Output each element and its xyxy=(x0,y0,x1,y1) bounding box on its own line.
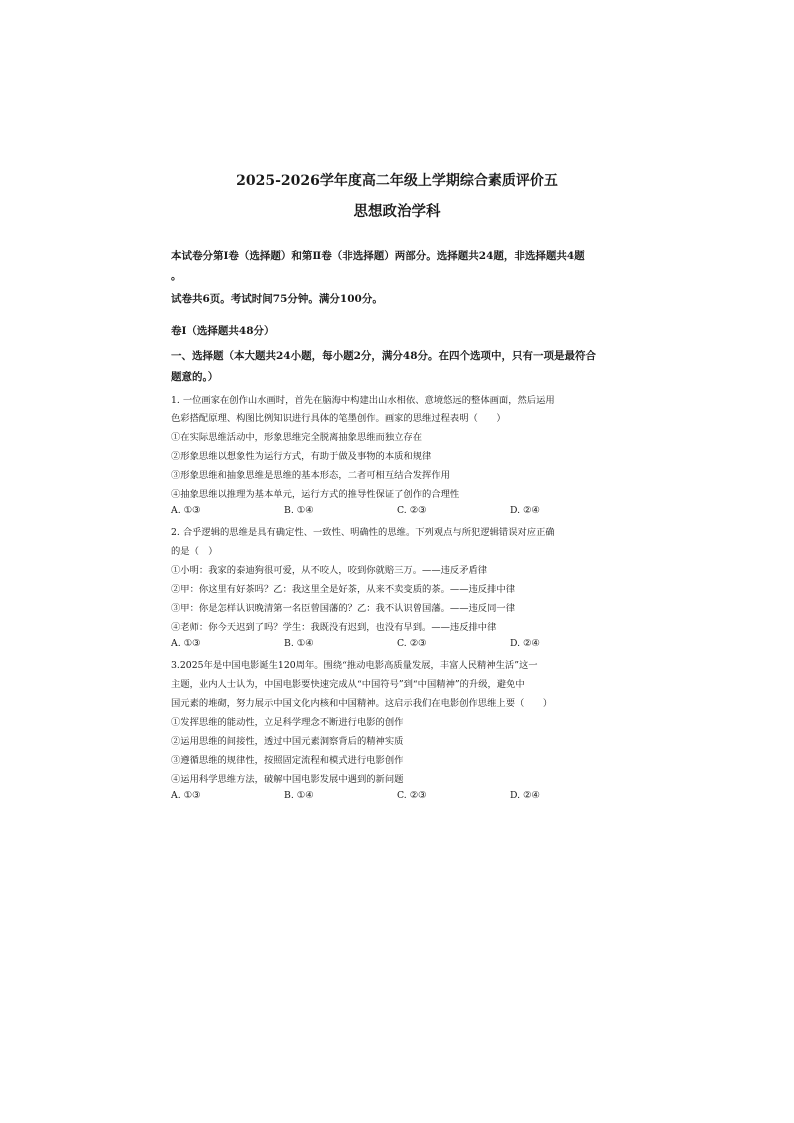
q2-option-c[interactable]: C. ②③ xyxy=(397,638,427,649)
subject-title: 思想政治学科 xyxy=(353,203,441,220)
intro-line-1-tail: 。 xyxy=(171,270,182,282)
q2-option-a[interactable]: A. ①③ xyxy=(171,638,201,649)
q3-statement-3: ③遵循思维的规律性，按照固定流程和模式进行电影创作 xyxy=(171,755,404,766)
q2-option-b[interactable]: B. ①④ xyxy=(284,638,314,649)
q3-option-a[interactable]: A. ①③ xyxy=(171,790,201,801)
q1-statement-1: ①在实际思维活动中，形象思维完全脱离抽象思维而独立存在 xyxy=(171,432,423,443)
q1-option-c[interactable]: C. ②③ xyxy=(397,505,427,516)
q2-stem-line-2: 的是（ ） xyxy=(171,546,218,557)
q3-option-c[interactable]: C. ②③ xyxy=(397,790,427,801)
q3-stem-line-1: 3.2025年是中国电影诞生120周年。围绕“推动电影高质量发展，丰富人民精神生活”这一 xyxy=(171,660,538,671)
q3-statement-1: ①发挥思维的能动性，立足科学理念不断进行电影的创作 xyxy=(171,717,404,728)
q3-stem-line-2: 主题，业内人士认为，中国电影要快速完成从“中国符号”到“中国精神”的升级，避免中 xyxy=(171,679,525,690)
q3-statement-2: ②运用思维的间接性，透过中国元素洞察背后的精神实质 xyxy=(171,736,404,747)
section-heading-line-1: 一、选择题（本大题共24小题，每小题2分，满分48分。在四个选项中，只有一项是最符合 xyxy=(171,350,597,362)
q1-stem-line-1: 1. 一位画家在创作山水画时，首先在脑海中构建出山水相依、意境悠远的整体画面，然后运用 xyxy=(171,395,555,406)
q1-statement-4: ④抽象思维以推理为基本单元，运行方式的推导性保证了创作的合理性 xyxy=(171,489,460,500)
q1-option-b[interactable]: B. ①④ xyxy=(284,505,314,516)
q3-option-b[interactable]: B. ①④ xyxy=(284,790,314,801)
q2-statement-4: ④老师：你今天迟到了吗？学生：我既没有迟到，也没有早到。——违反排中律 xyxy=(171,622,497,633)
q1-statement-2: ②形象思维以想象性为运行方式，有助于做及事物的本质和规律 xyxy=(171,451,432,462)
q1-statement-3: ③形象思维和抽象思维是思维的基本形态，二者可相互结合发挥作用 xyxy=(171,470,450,481)
volume-heading: 卷Ⅰ（选择题共48分） xyxy=(171,325,275,337)
q2-statement-2: ②甲：你这里有好茶吗？乙：我这里全是好茶，从来不卖变质的茶。——违反排中律 xyxy=(171,584,515,595)
q2-statement-3: ③甲：你是怎样认识晚清第一名臣曾国藩的？乙：我不认识曾国藩。——违反同一律 xyxy=(171,603,515,614)
q3-option-d[interactable]: D. ②④ xyxy=(510,790,540,801)
q2-stem-line-1: 2. 合乎逻辑的思维是具有确定性、一致性、明确性的思维。下列观点与所犯逻辑错误对应正确 xyxy=(171,527,555,538)
q1-option-a[interactable]: A. ①③ xyxy=(171,505,201,516)
q2-statement-1: ①小明：我家的泰迪狗很可爱，从不咬人，咬到你就赔三万。——违反矛盾律 xyxy=(171,565,488,576)
q1-option-d[interactable]: D. ②④ xyxy=(510,505,540,516)
q3-statement-4: ④运用科学思维方法，破解中国电影发展中遇到的新问题 xyxy=(171,774,404,785)
exam-title: 2025-2026学年度高二年级上学期综合素质评价五 xyxy=(236,173,558,189)
intro-line-2: 试卷共6页。考试时间75分钟。满分100分。 xyxy=(171,293,383,305)
q2-option-d[interactable]: D. ②④ xyxy=(510,638,540,649)
q1-stem-line-2: 色彩搭配原理、构图比例知识进行具体的笔墨创作。画家的思维过程表明（ ） xyxy=(171,413,506,424)
intro-line-1: 本试卷分第Ⅰ卷（选择题）和第Ⅱ卷（非选择题）两部分。选择题共24题，非选择题共4题 xyxy=(171,250,585,262)
section-heading-line-2: 题意的。） xyxy=(171,371,219,383)
q3-stem-line-3: 国元素的堆砌，努力展示中国文化内核和中国精神。这启示我们在电影创作思维上要（ ） xyxy=(171,698,553,709)
